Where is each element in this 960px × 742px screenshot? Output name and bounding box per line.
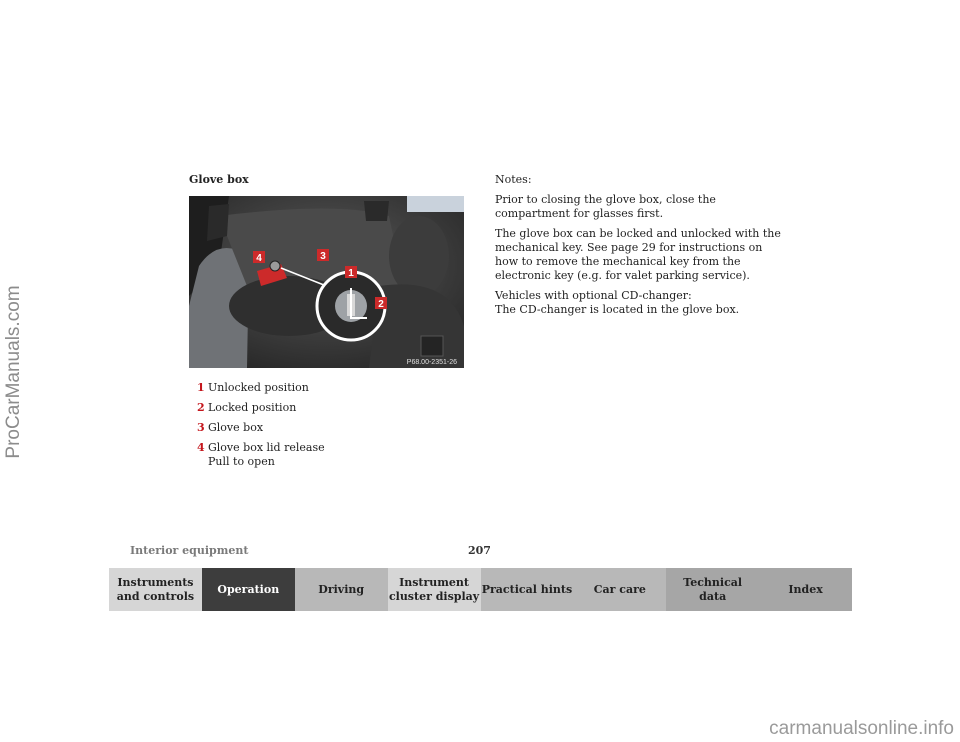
- glove-box-photo: [189, 196, 464, 368]
- chapter-nav: [109, 568, 852, 611]
- notes-paragraph: The glove box can be locked and unlocked with the mechanical key. See page 29 for instructions on how to remove the mechanical key from the electronic key (e.g. for valet parking service).: [495, 227, 781, 282]
- legend-number: 1: [197, 381, 205, 394]
- legend-text: Locked position: [208, 401, 297, 414]
- tab-technical-data[interactable]: Technical data: [666, 568, 759, 611]
- tab-driving[interactable]: Driving: [295, 568, 388, 611]
- notes-paragraph: Vehicles with optional CD-changer: The CD-changer is located in the glove box.: [495, 289, 740, 316]
- callout-4: 4: [256, 253, 262, 264]
- tab-instrument-cluster-display[interactable]: Instrument cluster display: [388, 568, 481, 611]
- tab-operation[interactable]: Operation: [202, 568, 295, 611]
- tab-car-care[interactable]: Car care: [573, 568, 666, 611]
- notes-heading: Notes:: [495, 173, 532, 186]
- legend-item: [197, 441, 325, 469]
- legend-text: Unlocked position: [208, 381, 309, 394]
- legend-list: [197, 381, 325, 475]
- legend-number: 4: [197, 441, 205, 454]
- bottom-watermark: carmanualsonline.info: [769, 718, 954, 739]
- callout-2: 2: [378, 299, 384, 310]
- legend-item: [197, 421, 325, 435]
- legend-text: Glove box lid release Pull to open: [208, 441, 325, 468]
- callout-1: 1: [348, 268, 354, 279]
- legend-number: 3: [197, 421, 205, 434]
- notes-paragraph: Prior to closing the glove box, close the compartment for glasses first.: [495, 193, 716, 220]
- tab-instruments-and-controls[interactable]: Instruments and controls: [109, 568, 202, 611]
- tab-index[interactable]: Index: [759, 568, 852, 611]
- legend-text: Glove box: [208, 421, 264, 434]
- callout-3: 3: [320, 251, 326, 262]
- legend-item: [197, 401, 325, 415]
- image-code: P68.00-2351-26: [406, 359, 457, 366]
- side-watermark: ProCarManuals.com: [3, 285, 24, 459]
- tab-practical-hints[interactable]: Practical hints: [481, 568, 574, 611]
- footer-section-title: Interior equipment: [130, 544, 249, 557]
- page-number: 207: [468, 544, 491, 557]
- legend-item: [197, 381, 325, 395]
- notes-column: [495, 173, 785, 323]
- section-heading: Glove box: [189, 173, 249, 186]
- legend-number: 2: [197, 401, 205, 414]
